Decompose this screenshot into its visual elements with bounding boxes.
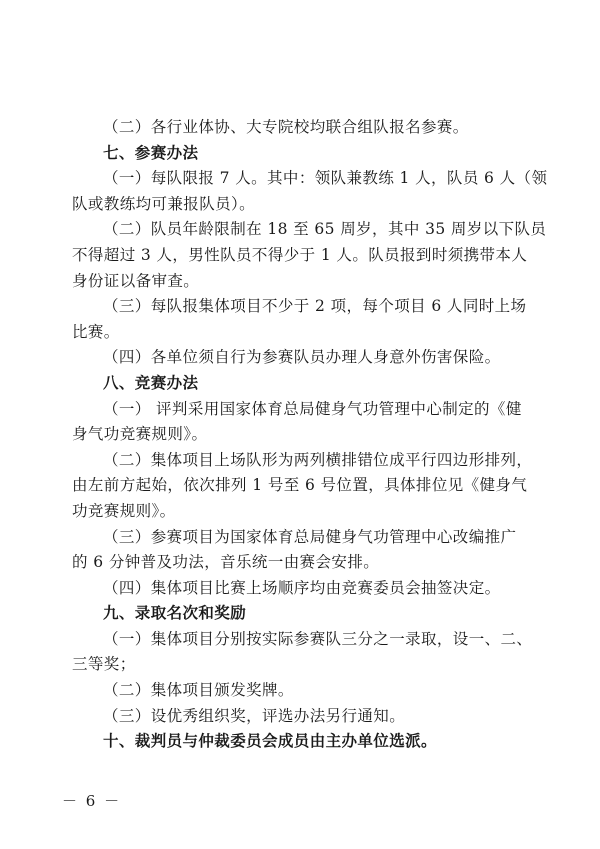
section-heading: 八、竞赛办法 [103,373,199,392]
text-line: 身气功竞赛规则》。 [72,425,208,444]
text-line: （四）集体项目比赛上场顺序均由竞赛委员会抽签决定。 [103,578,501,597]
section-heading: 九、录取名次和奖励 [103,604,247,623]
text-line: 由左前方起始，依次排列 1 号至 6 号位置，具体排位见《健身气 [72,476,528,495]
text-line: （二）集体项目颁发奖牌。 [103,681,294,700]
text-line: （三）设优秀组织奖，评选办法另行通知。 [103,706,406,725]
section-heading: 十、裁判员与仲裁委员会成员由主办单位选派。 [103,732,437,751]
text-line: 不得超过 3 人，男性队员不得少于 1 人。队员报到时须携带本人 [72,245,528,264]
text-line: 三等奖； [72,655,136,674]
text-line: （一） 评判采用国家体育总局健身气功管理中心制定的《健 [103,399,522,418]
page-number: － 6 － [62,792,122,810]
text-line: （二）队员年龄限制在 18 至 65 周岁，其中 35 周岁以下队员 [103,220,547,239]
text-line: （四）各单位须自行为参赛队员办理人身意外伤害保险。 [103,348,501,367]
text-line: 比赛。 [72,322,120,341]
text-line: （二）各行业体协、大专院校均联合组队报名参赛。 [103,118,469,136]
body-text [72,115,548,755]
text-line: （三）每队报集体项目不少于 2 项，每个项目 6 人同时上场 [103,297,527,316]
text-line: （三）参赛项目为国家体育总局健身气功管理中心改编推广 [103,527,517,546]
text-line: （一）每队限报 7 人。其中：领队兼教练 1 人，队员 6 人（领 [103,169,548,188]
text-line: 队或教练均可兼报队员）。 [72,194,256,213]
text-line: （二）集体项目上场队形为两列横排错位成平行四边形排列， [103,450,533,469]
text-line: 身份证以备审查。 [72,271,200,290]
text-line: 功竞赛规则》。 [72,501,176,520]
text-line: 的 6 分钟普及功法，音乐统一由赛会安排。 [72,553,380,572]
text-line: （一）集体项目分别按实际参赛队三分之一录取，设一、二、 [103,629,533,648]
section-heading: 七、参赛办法 [103,143,199,162]
